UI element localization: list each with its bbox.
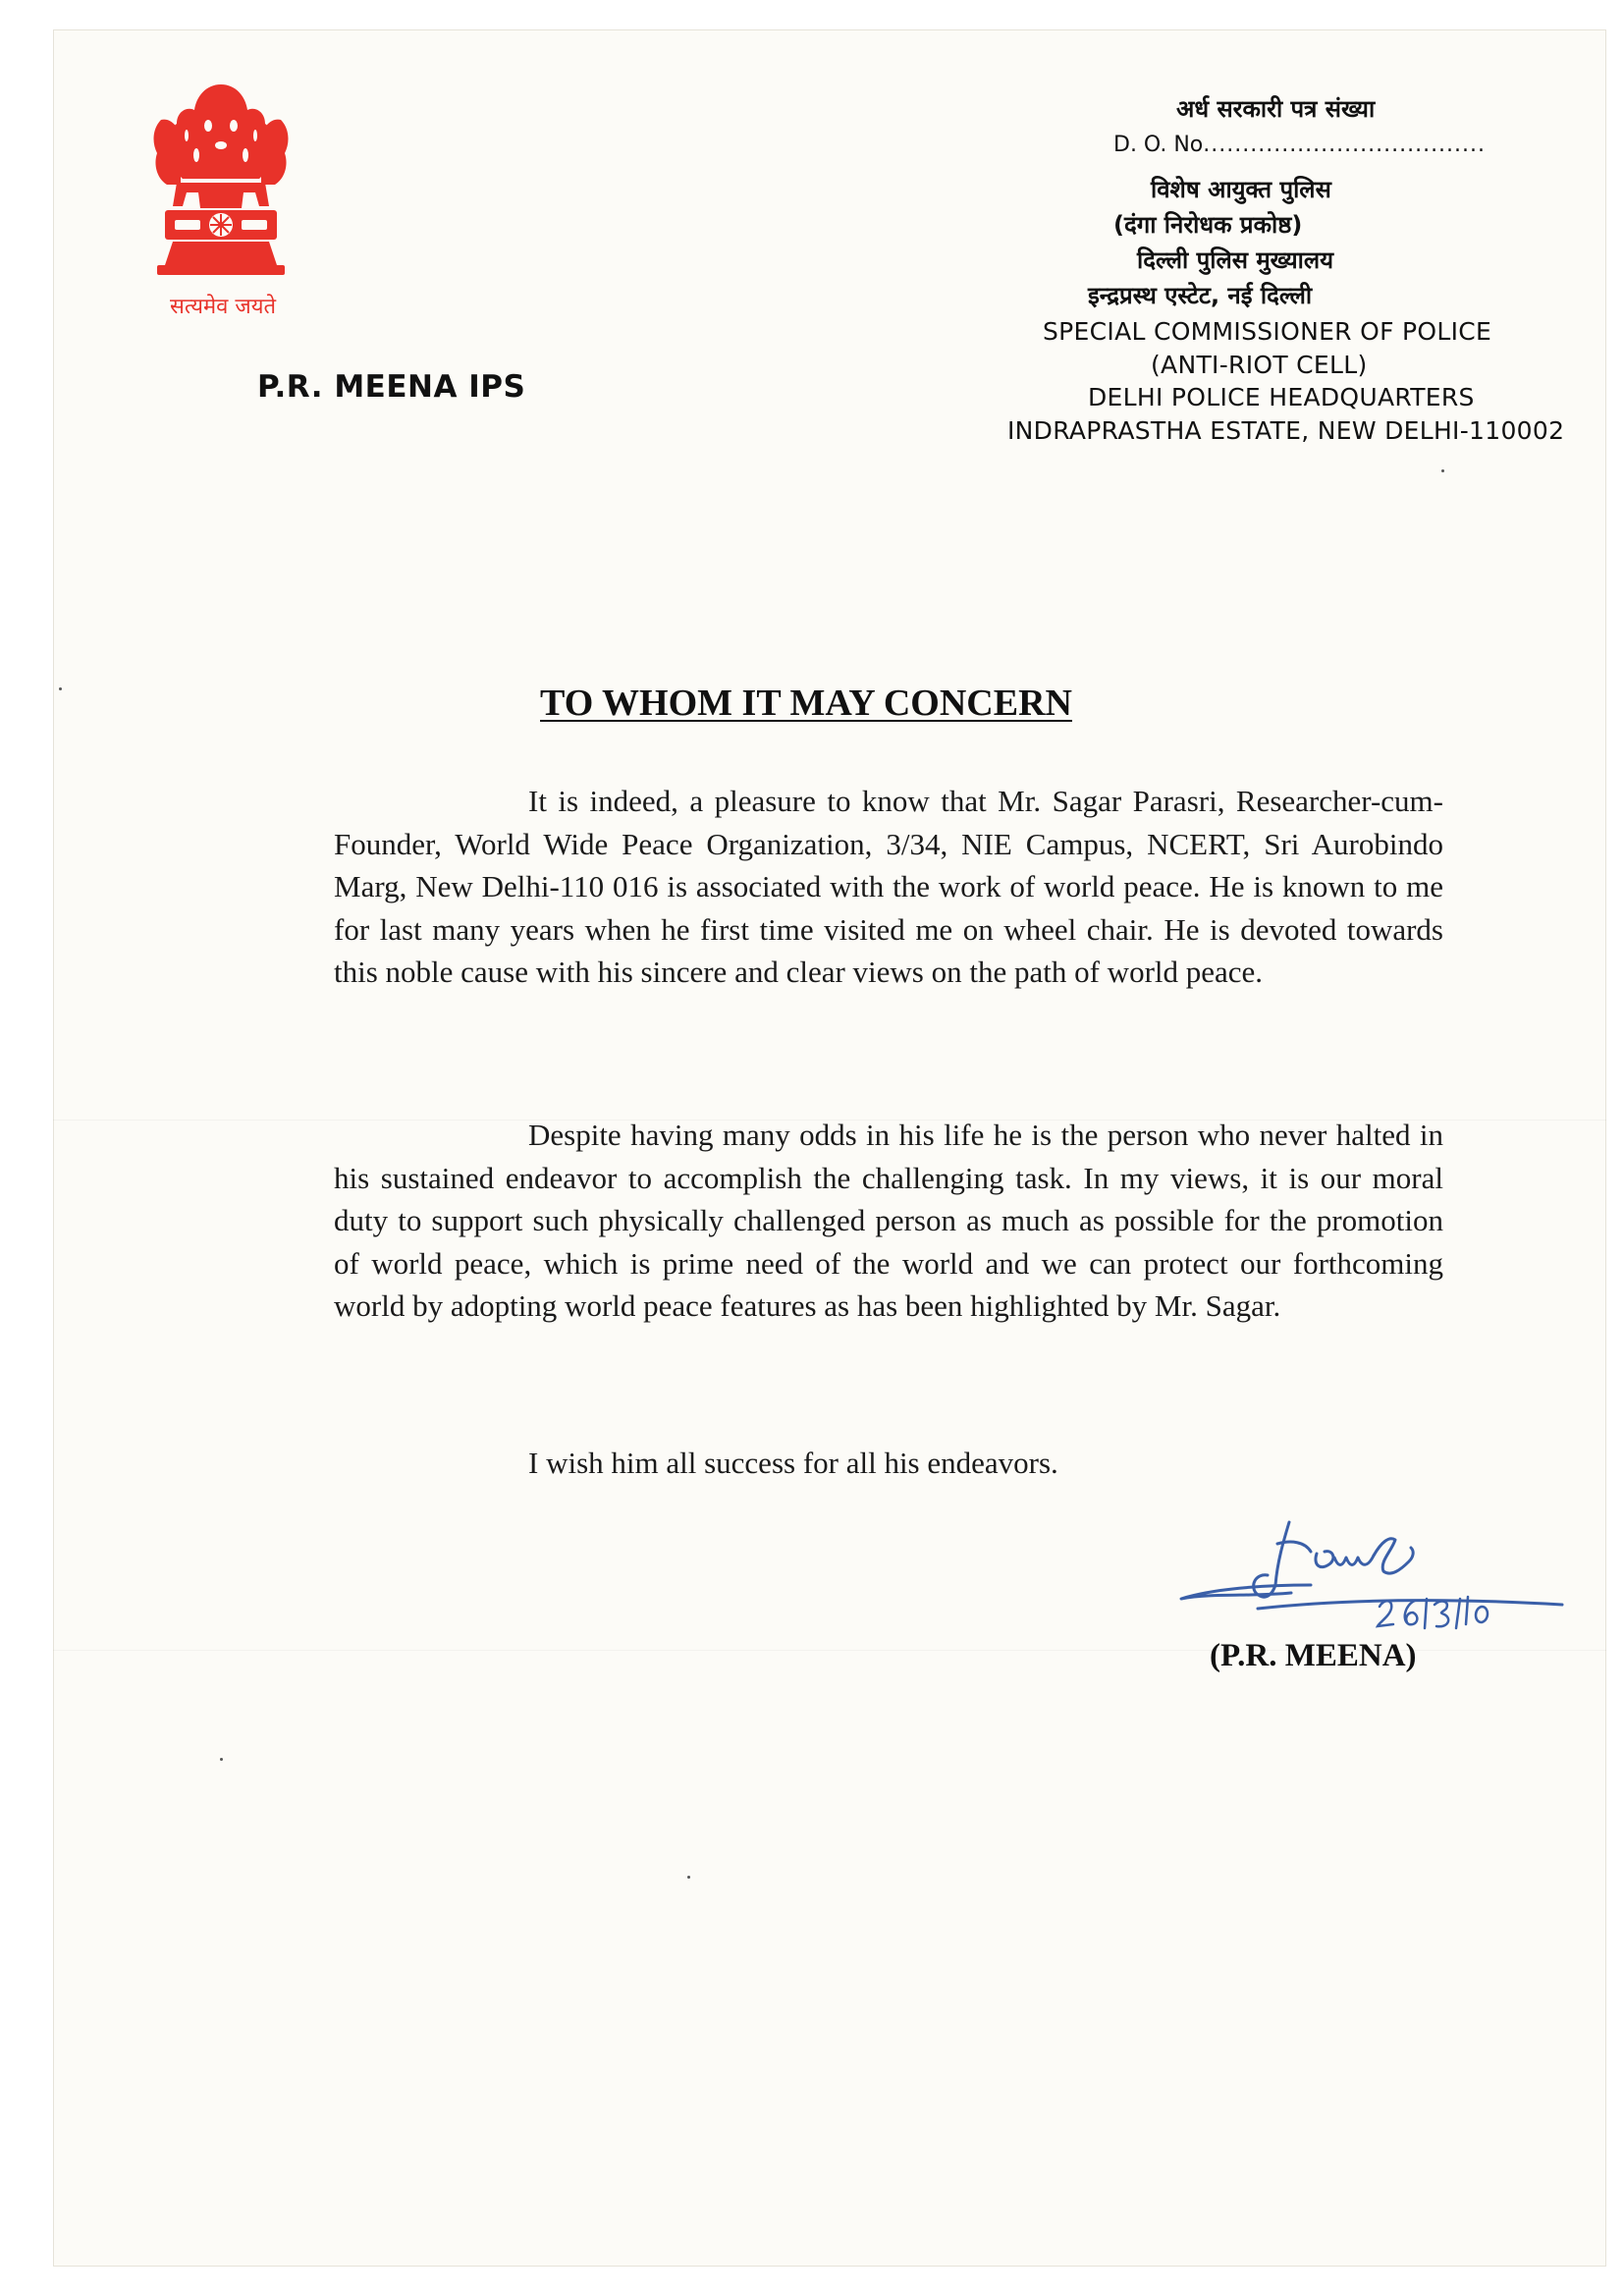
paper-speck — [59, 687, 62, 690]
do-number-blank: .................................... — [1203, 133, 1487, 157]
emblem-motto: सत्यमेव जयते — [169, 295, 277, 319]
letter-heading — [0, 682, 1624, 725]
hindi-address: इन्द्रप्रस्थ एस्टेट, नई दिल्ली — [1088, 282, 1313, 309]
body-paragraph-2: Despite having many odds in his life he is the person who never halted in his sustained endeavor to accomplish the challenging task. In my views, it is our moral duty to support such physically challenged person as much as possible for the promotion of world peace, which is prime need of the world and we can protect our forthcoming world by adopting world peace features as has been highlighted by Mr. Sagar. — [334, 1118, 1443, 1323]
ashoka-lion-capital-emblem-icon — [147, 77, 295, 288]
english-unit: (ANTI-RIOT CELL) — [1151, 351, 1368, 379]
hindi-designation: विशेष आयुक्त पुलिस — [1151, 176, 1331, 203]
signed-name: (P.R. MEENA) — [1210, 1638, 1417, 1673]
do-number-line — [1113, 133, 1486, 157]
hindi-office: दिल्ली पुलिस मुख्यालय — [1137, 246, 1334, 274]
body-paragraph-1: It is indeed, a pleasure to know that Mr. Sagar Parasri, Researcher-cum-Founder, World Wide Peace Organization, 3/34, NIE Campus, NCERT, Sri Aurobindo Marg, New Delhi-110 016 is associated with the work of world peace. He is known to me for last many years when he first time visited me on wheel chair. He is devoted towards this noble cause with his sincere and clear views on the path of world peace. — [334, 784, 1443, 989]
paper-speck — [220, 1758, 223, 1761]
english-office: DELHI POLICE HEADQUARTERS — [1088, 383, 1475, 411]
closing-line: I wish him all success for all his endeavors. — [528, 1446, 1058, 1480]
paper-speck — [1441, 469, 1444, 472]
handwritten-signature — [1173, 1503, 1566, 1640]
hindi-unit: (दंगा निरोधक प्रकोष्ठ) — [1113, 211, 1303, 239]
english-designation: SPECIAL COMMISSIONER OF POLICE — [1043, 317, 1492, 346]
heading-text: TO WHOM IT MAY CONCERN — [540, 683, 1072, 724]
english-address: INDRAPRASTHA ESTATE, NEW DELHI-110002 — [1007, 416, 1565, 445]
officer-name: P.R. MEENA IPS — [257, 369, 526, 405]
do-label-hindi: अर्ध सरकारी पत्र संख्या — [1176, 95, 1376, 123]
paper-speck — [687, 1876, 690, 1879]
do-label: D. O. No — [1113, 133, 1204, 157]
